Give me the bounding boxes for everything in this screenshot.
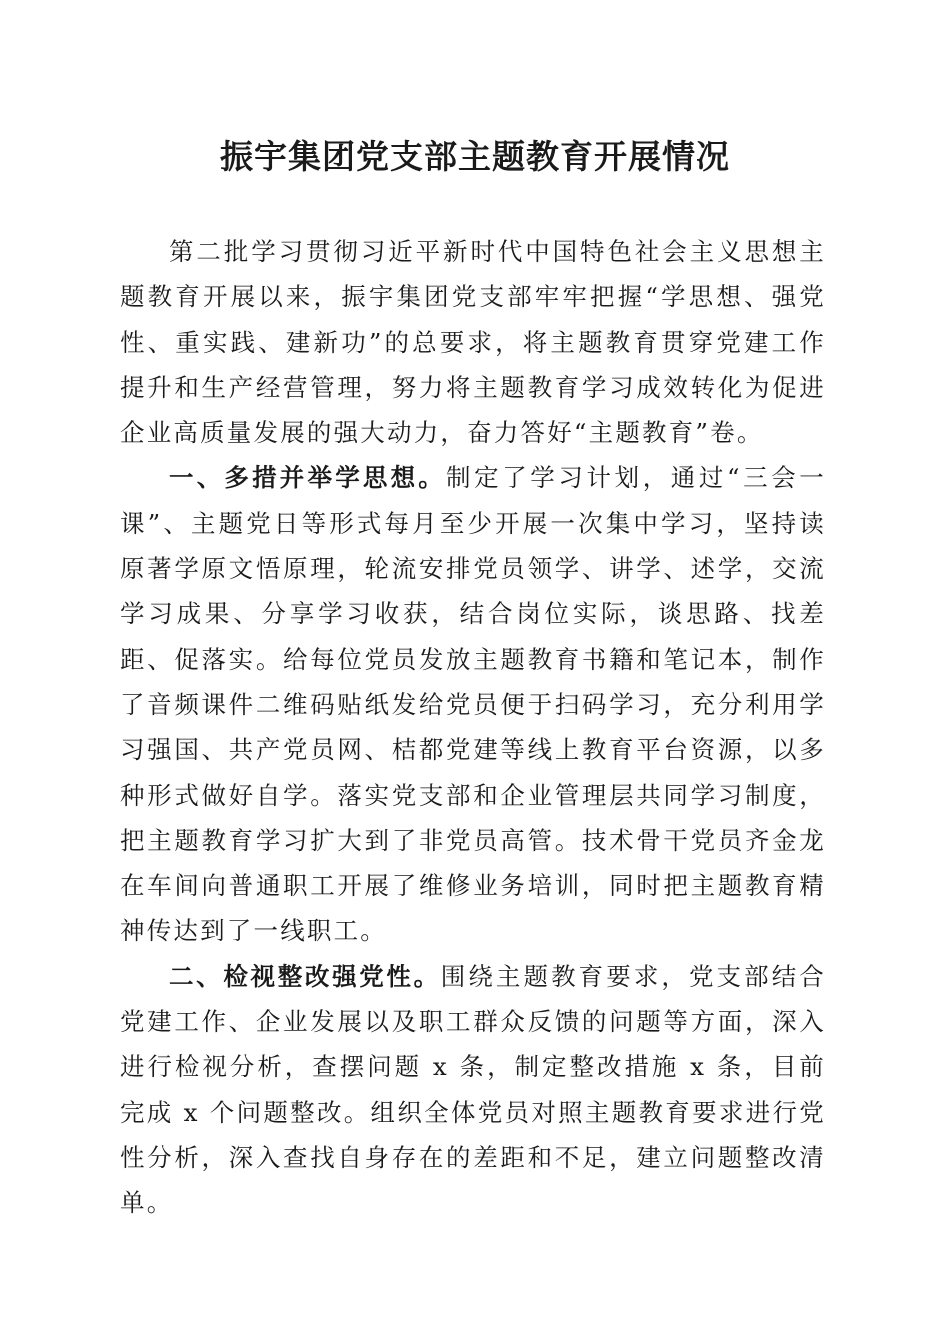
document-title: 振宇集团党支部主题教育开展情况 [220, 137, 730, 176]
section-text-2: 围绕主题教育要求，党支部结合党建工作、企业发展以及职工群众反馈的问题等方面，深入进行检视分析，查摆问题 x 条，制定整改措施 x 条，目前完成 x 个问题整改。组织全体党员对照主题教育要求进行党性分析，深入查找自身存在的差距和不足，建立问题整改清单。 [120, 961, 826, 1218]
section-paragraph-1 [120, 455, 826, 953]
section-heading-2: 二、检视整改强党性。 [169, 961, 441, 991]
document-body [120, 229, 826, 1226]
section-paragraph-2 [120, 954, 826, 1226]
section-text-1: 制定了学习计划，通过“三会一课”、主题党日等形式每月至少开展一次集中学习，坚持读原著学原文悟原理，轮流安排党员领学、讲学、述学，交流学习成果、分享学习收获，结合岗位实际，谈思路、找差距、促落实。给每位党员发放主题教育书籍和笔记本，制作了音频课件二维码贴纸发给党员便于扫码学习，充分利用学习强国、共产党员网、桔都党建等线上教育平台资源，以多种形式做好自学。落实党支部和企业管理层共同学习制度，把主题教育学习扩大到了非党员高管。技术骨干党员齐金龙在车间向普通职工开展了维修业务培训，同时把主题教育精神传达到了一线职工。 [120, 463, 827, 946]
section-heading-1: 一、多措并举学思想。 [169, 463, 446, 493]
intro-paragraph: 第二批学习贯彻习近平新时代中国特色社会主义思想主题教育开展以来，振宇集团党支部牢牢把握“学思想、强党性、重实践、建新功”的总要求，将主题教育贯穿党建工作提升和生产经营管理，努力将主题教育学习成效转化为促进企业高质量发展的强大动力，奋力答好“主题教育”卷。 [120, 237, 826, 448]
